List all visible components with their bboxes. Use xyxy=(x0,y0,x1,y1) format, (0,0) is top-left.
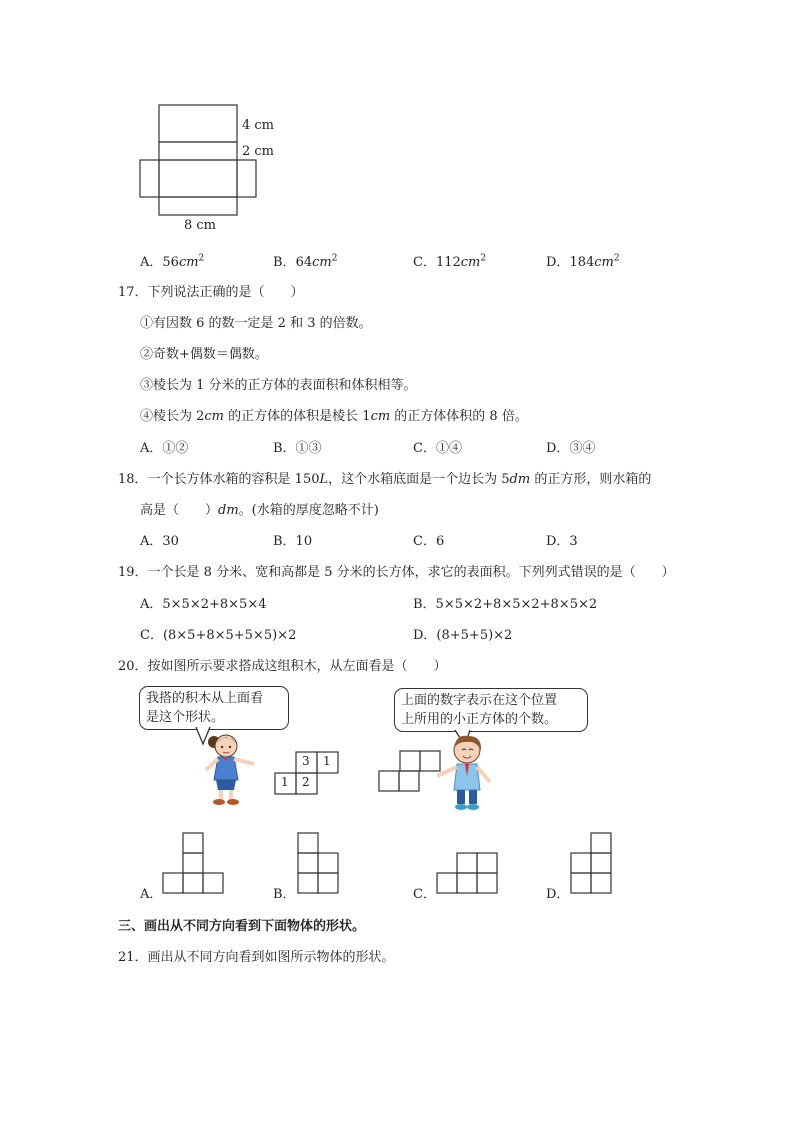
option-unit: cm xyxy=(312,255,332,270)
q19-option-d[interactable]: D．(8+5+5)×2 xyxy=(413,628,513,643)
option-letter: D． xyxy=(546,255,570,270)
q17-option-d[interactable]: D．③④ xyxy=(546,441,596,456)
option-unit: cm xyxy=(594,255,614,270)
q17-statement-1: ①有因数 6 的数一定是 2 和 3 的倍数。 xyxy=(140,316,372,331)
q20-option-d[interactable]: D． xyxy=(546,887,570,902)
q17-option-c[interactable]: C．①④ xyxy=(413,441,462,456)
grid-number-top-right: 1 xyxy=(323,754,331,768)
unit: L xyxy=(319,472,329,487)
unit: dm xyxy=(218,503,239,518)
q20-stem: 20．按如图所示要求搭成这组积木，从左面看是（ ） xyxy=(118,659,447,674)
q19-option-b[interactable]: B．5×5×2+8×5×2+8×5×2 xyxy=(413,597,598,612)
q17-option-b[interactable]: B．①③ xyxy=(273,441,322,456)
bubble-line: 我搭的积木从上面看 xyxy=(146,691,264,706)
q18-option-b[interactable]: B．10 xyxy=(273,534,313,549)
q18-option-d[interactable]: D．3 xyxy=(546,534,578,549)
option-exponent: 2 xyxy=(331,253,338,264)
option-value: 184 xyxy=(569,255,595,270)
q19-option-a[interactable]: A．5×5×2+8×5×4 xyxy=(140,597,267,612)
q21-stem: 21．画出从不同方向看到如图所示物体的形状。 xyxy=(118,950,395,965)
text: 高是（ ） xyxy=(140,503,219,518)
bubble-line: 上面的数字表示在这个位置 xyxy=(401,693,558,708)
text: 的正方体体积的 8 倍。 xyxy=(390,409,528,424)
bubble-line: 是这个形状。 xyxy=(146,710,225,725)
text: ，这个水箱底面是一个边长为 5 xyxy=(328,472,510,487)
text: 的正方形，则水箱的 xyxy=(530,472,652,487)
option-value: 64 xyxy=(295,255,313,270)
unit: cm xyxy=(204,409,225,424)
text: 18．一个长方体水箱的容积是 150 xyxy=(118,472,320,487)
option-letter: A． xyxy=(140,255,163,270)
text: 的正方体的体积是棱长 1 xyxy=(224,409,371,424)
text: 。(水箱的厚度忽略不计) xyxy=(238,503,379,518)
q18-option-c[interactable]: C．6 xyxy=(413,534,445,549)
option-value: 112 xyxy=(435,255,461,270)
unit: cm xyxy=(370,409,391,424)
option-unit: cm xyxy=(178,255,199,270)
q19-stem: 19．一个长是 8 分米、宽和高都是 5 分米的长方体，求它的表面积。下列列式错误的是（ ） xyxy=(118,565,675,580)
option-exponent: 2 xyxy=(198,253,205,264)
grid-number-top-middle: 3 xyxy=(302,754,310,768)
option-letter: B． xyxy=(273,255,296,270)
q17-stem: 17．下列说法正确的是（ ） xyxy=(118,285,304,300)
net-label-2cm: 2 cm xyxy=(242,144,275,159)
section3-heading: 三、画出从不同方向看到下面物体的形状。 xyxy=(118,919,366,934)
option-letter: C． xyxy=(413,255,436,270)
bubble-line: 上所用的小正方体的个数。 xyxy=(401,712,558,727)
option-value: 56 xyxy=(162,255,179,270)
unit: dm xyxy=(509,472,531,487)
grid-number-bottom-left: 1 xyxy=(281,775,289,789)
q19-option-c[interactable]: C．(8×5+8×5+5×5)×2 xyxy=(140,628,297,643)
q20-option-c[interactable]: C． xyxy=(413,887,436,902)
q18-option-a[interactable]: A．30 xyxy=(140,534,179,549)
q17-statement-2: ②奇数+偶数＝偶数。 xyxy=(140,347,268,362)
option-exponent: 2 xyxy=(613,253,620,264)
grid-number-bottom-middle: 2 xyxy=(302,775,310,789)
net-label-4cm: 4 cm xyxy=(242,118,275,133)
q17-option-a[interactable]: A．①② xyxy=(140,441,189,456)
net-label-8cm: 8 cm xyxy=(184,218,217,233)
q17-statement-3: ③棱长为 1 分米的正方体的表面积和体积相等。 xyxy=(140,378,417,393)
text: ④棱长为 2 xyxy=(140,409,205,424)
option-unit: cm xyxy=(460,255,481,270)
option-exponent: 2 xyxy=(480,253,487,264)
q20-option-b[interactable]: B． xyxy=(273,887,296,902)
q20-option-a[interactable]: A． xyxy=(140,887,163,902)
